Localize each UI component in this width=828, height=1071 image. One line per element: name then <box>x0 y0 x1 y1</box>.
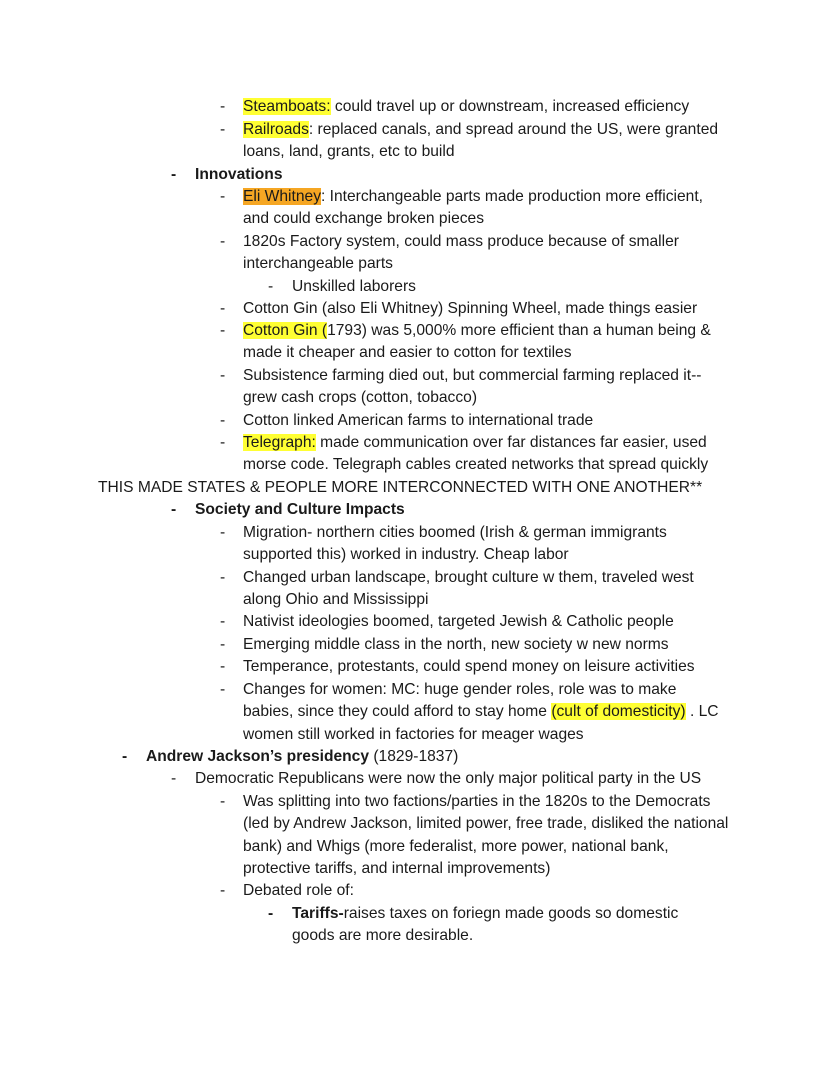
bullet-text: Cotton linked American farms to international trade <box>243 412 594 429</box>
dash-marker: - <box>220 636 226 653</box>
bullet-text: Changed urban landscape, brought culture w them, traveled west along Ohio and Mississippi <box>243 569 694 609</box>
dash-marker: - <box>220 524 226 541</box>
dash-marker: - <box>220 300 226 317</box>
bullet-text: Debated role of: <box>243 882 354 899</box>
dash-marker: - <box>171 770 177 787</box>
dash-marker: - <box>220 98 226 115</box>
dash-marker: - <box>220 233 226 250</box>
highlight: Railroads <box>243 121 309 138</box>
bullet-text: Cotton Gin (also Eli Whitney) Spinning Wheel, made things easier <box>243 300 698 317</box>
bullet-text: Unskilled laborers <box>292 278 416 295</box>
bullet-text: Railroads: replaced canals, and spread around the US, were granted loans, land, grants, etc to build <box>243 121 719 161</box>
dash-marker: - <box>268 278 274 295</box>
dash-marker: - <box>220 793 226 810</box>
bullet-text: 1820s Factory system, could mass produce because of smaller interchangeable parts <box>243 233 679 273</box>
bullet-text: Eli Whitney: Interchangeable parts made production more efficient, and could exchange broken pieces <box>243 188 703 228</box>
dash-marker: - <box>220 121 226 138</box>
dash-marker: - <box>220 681 226 698</box>
dash-marker: - <box>171 166 177 183</box>
dash-marker: - <box>268 905 274 922</box>
highlight: (cult of domesticity) <box>551 703 686 721</box>
bullet-text: Democratic Republicans were now the only major political party in the US <box>195 770 702 787</box>
bullet-text: Tariffs-raises taxes on foriegn made goods so domestic goods are more desirable. <box>292 905 679 945</box>
bullet-text: Changes for women: MC: huge gender roles, role was to make babies, since they could afford to stay home (cult of domesticity) . LC women still worked in factories for meager wages <box>243 681 719 743</box>
bullet-text: Temperance, protestants, could spend money on leisure activities <box>243 658 695 675</box>
section-heading: Andrew Jackson’s presidency (1829-1837) <box>146 748 459 765</box>
bullet-text: Steamboats: could travel up or downstream, increased efficiency <box>243 98 690 115</box>
dash-marker: - <box>220 882 226 899</box>
dash-marker: - <box>220 188 226 205</box>
dash-marker: - <box>122 748 128 765</box>
highlight: Eli Whitney <box>243 188 321 205</box>
dash-marker: - <box>171 501 177 518</box>
highlight: Telegraph: <box>243 434 316 451</box>
dash-marker: - <box>220 434 226 451</box>
bullet-text: Emerging middle class in the north, new society w new norms <box>243 636 669 653</box>
highlight: Cotton Gin ( <box>243 322 328 339</box>
bullet-text: Subsistence farming died out, but commercial farming replaced it-- grew cash crops (cotton, tobacco) <box>243 367 702 407</box>
bullet-text: Cotton Gin (1793) was 5,000% more efficient than a human being & made it cheaper and easier to cotton for textiles <box>243 322 711 362</box>
section-heading: Innovations <box>195 166 283 183</box>
dash-marker: - <box>220 569 226 586</box>
dash-marker: - <box>220 412 226 429</box>
dash-marker: - <box>220 658 226 675</box>
dash-marker: - <box>220 322 226 339</box>
bullet-text: Migration- northern cities boomed (Irish & german immigrants supported this) worked in industry. Cheap labor <box>243 524 667 564</box>
dash-marker: - <box>220 613 226 630</box>
bullet-text: Was splitting into two factions/parties in the 1820s to the Democrats (led by Andrew Jackson, limited power, free trade, disliked the national bank) and Whigs (more federalist, more power, national bank, protective tariffs, and internal improvements) <box>243 793 729 878</box>
section-heading: Society and Culture Impacts <box>195 501 405 518</box>
highlight: Steamboats: <box>243 98 331 115</box>
dash-marker: - <box>220 367 226 384</box>
summary-line: THIS MADE STATES & PEOPLE MORE INTERCONNECTED WITH ONE ANOTHER** <box>98 479 703 496</box>
bullet-text: Telegraph: made communication over far distances far easier, used morse code. Telegraph cables created networks that spread quickly <box>243 434 709 474</box>
bullet-text: Nativist ideologies boomed, targeted Jewish & Catholic people <box>243 613 674 630</box>
